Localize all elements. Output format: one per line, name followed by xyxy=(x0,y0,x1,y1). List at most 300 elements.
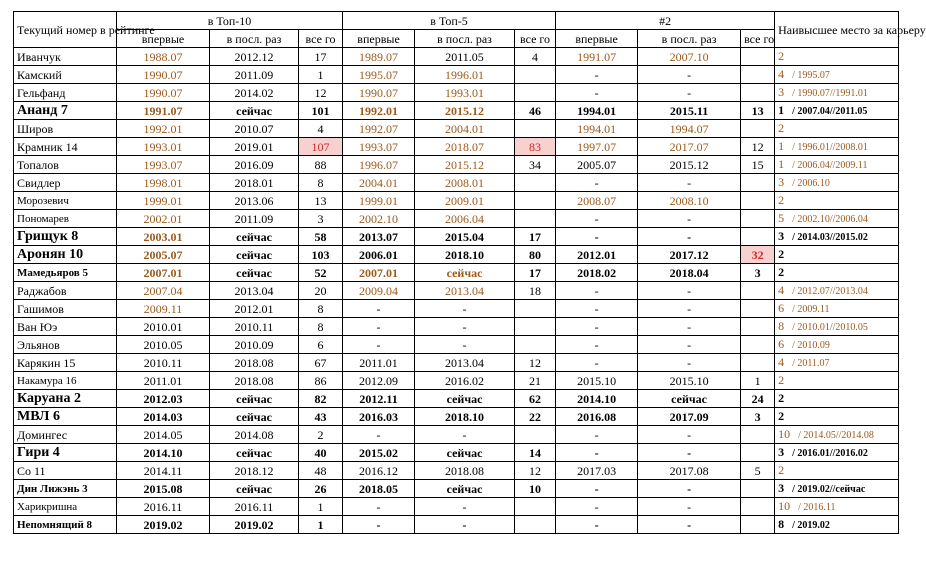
top10-last-cell: сейчас xyxy=(210,102,299,120)
player-name-cell: Дин Лижэнь 3 xyxy=(14,480,117,498)
number2-first-cell: - xyxy=(556,210,638,228)
top5-last-cell: 2015.12 xyxy=(415,102,515,120)
top10-total-cell: 12 xyxy=(299,84,343,102)
top10-last-cell: 2012.01 xyxy=(210,300,299,318)
best-place-period: / 2006.04//2009.11 xyxy=(792,159,868,171)
best-place-cell xyxy=(775,408,899,426)
number2-last-cell: - xyxy=(638,282,741,300)
player-name-cell: Широв xyxy=(14,120,117,138)
number2-last-cell: - xyxy=(638,210,741,228)
best-place-value: 3 xyxy=(778,84,785,99)
player-name-cell: Топалов xyxy=(14,156,117,174)
top10-first-cell: 1988.07 xyxy=(117,48,210,66)
top5-first-cell: 2011.01 xyxy=(343,354,415,372)
top10-first-cell: 2016.11 xyxy=(117,498,210,516)
top10-total-cell: 52 xyxy=(299,264,343,282)
table-row xyxy=(14,102,899,120)
number2-first-cell: - xyxy=(556,66,638,84)
number2-last-cell: 2017.07 xyxy=(638,138,741,156)
top5-first-cell: - xyxy=(343,300,415,318)
top10-first-cell: 2014.11 xyxy=(117,462,210,480)
number2-total-cell xyxy=(741,318,775,336)
top5-total-cell xyxy=(515,498,556,516)
number2-total-cell xyxy=(741,426,775,444)
best-place-value: 3 xyxy=(778,480,785,495)
top10-last-cell: сейчас xyxy=(210,246,299,264)
number2-first-cell: 2015.10 xyxy=(556,372,638,390)
top5-first-cell: 1995.07 xyxy=(343,66,415,84)
top10-total-cell: 58 xyxy=(299,228,343,246)
top5-total-cell: 34 xyxy=(515,156,556,174)
best-place-cell xyxy=(775,66,899,84)
top5-last-cell: сейчас xyxy=(415,444,515,462)
top5-last-cell: 1993.01 xyxy=(415,84,515,102)
top5-total-cell: 80 xyxy=(515,246,556,264)
best-place-period: / 2014.05//2014.08 xyxy=(798,429,874,441)
top5-total-cell xyxy=(515,84,556,102)
player-name-cell: Эльянов xyxy=(14,336,117,354)
player-name-cell: Грищук 8 xyxy=(14,228,117,246)
player-name-cell: Пономарев xyxy=(14,210,117,228)
best-place-cell xyxy=(775,102,899,120)
top5-total-cell xyxy=(515,66,556,84)
table-row xyxy=(14,444,899,462)
player-name-cell: Ван Юэ xyxy=(14,318,117,336)
top5-first-cell: - xyxy=(343,516,415,534)
table-row xyxy=(14,84,899,102)
top10-first-cell: 1998.01 xyxy=(117,174,210,192)
best-place-column-header: Наивысшее место за карьеру xyxy=(775,12,899,48)
top10-total-cell: 1 xyxy=(299,66,343,84)
top10-total-cell: 2 xyxy=(299,426,343,444)
top5-first-cell: 2002.10 xyxy=(343,210,415,228)
best-place-cell xyxy=(775,246,899,264)
top10-first-cell: 1991.07 xyxy=(117,102,210,120)
player-name-cell: Со 11 xyxy=(14,462,117,480)
number2-total-cell xyxy=(741,282,775,300)
top10-last-cell: 2012.12 xyxy=(210,48,299,66)
number2-first-cell: - xyxy=(556,480,638,498)
best-place-period: / 1995.07 xyxy=(792,69,830,81)
number2-first-cell: - xyxy=(556,282,638,300)
top5-total-cell xyxy=(515,516,556,534)
top5-last-cell: 2016.02 xyxy=(415,372,515,390)
number2-last-cell: 2017.09 xyxy=(638,408,741,426)
top5-first-cell: 1996.07 xyxy=(343,156,415,174)
number2-last-cell: 2018.04 xyxy=(638,264,741,282)
top10-first-cell: 2007.01 xyxy=(117,264,210,282)
top5-total-header: все го xyxy=(515,30,556,48)
number2-total-cell: 15 xyxy=(741,156,775,174)
top5-last-cell: 2015.04 xyxy=(415,228,515,246)
number2-first-cell: 2008.07 xyxy=(556,192,638,210)
table-row xyxy=(14,390,899,408)
top5-last-cell: 2013.04 xyxy=(415,354,515,372)
top10-group-header: в Топ-10 xyxy=(117,12,343,30)
player-name-cell: Морозевич xyxy=(14,192,117,210)
top5-first-cell: 2013.07 xyxy=(343,228,415,246)
best-place-cell xyxy=(775,282,899,300)
top10-first-cell: 2010.01 xyxy=(117,318,210,336)
top10-first-cell: 2009.11 xyxy=(117,300,210,318)
top5-first-cell: 2004.01 xyxy=(343,174,415,192)
top5-last-cell: сейчас xyxy=(415,480,515,498)
number2-first-cell: 1994.01 xyxy=(556,120,638,138)
number2-first-cell: - xyxy=(556,300,638,318)
best-place-value: 1 xyxy=(778,138,785,153)
number2-total-cell: 3 xyxy=(741,264,775,282)
table-row xyxy=(14,264,899,282)
best-place-period: / 2016.11 xyxy=(798,501,836,513)
top10-total-cell: 1 xyxy=(299,498,343,516)
best-place-cell xyxy=(775,228,899,246)
number2-first-cell: - xyxy=(556,84,638,102)
top10-last-cell: сейчас xyxy=(210,408,299,426)
top5-first-cell: 1992.07 xyxy=(343,120,415,138)
top10-total-cell: 1 xyxy=(299,516,343,534)
top10-last-cell: 2019.02 xyxy=(210,516,299,534)
number2-first-cell: - xyxy=(556,354,638,372)
number2-total-cell xyxy=(741,174,775,192)
top5-first-cell: - xyxy=(343,318,415,336)
top5-total-cell xyxy=(515,318,556,336)
number2-last-cell: 2007.10 xyxy=(638,48,741,66)
table-row xyxy=(14,156,899,174)
table-row xyxy=(14,408,899,426)
number2-total-cell xyxy=(741,336,775,354)
top5-first-cell: 2007.01 xyxy=(343,264,415,282)
table-row xyxy=(14,480,899,498)
top5-total-cell: 21 xyxy=(515,372,556,390)
player-rows xyxy=(14,48,899,534)
top10-last-cell: сейчас xyxy=(210,264,299,282)
table-row xyxy=(14,426,899,444)
top10-first-cell: 2005.07 xyxy=(117,246,210,264)
top5-total-cell xyxy=(515,174,556,192)
top10-first-header: впервые xyxy=(117,30,210,48)
top10-total-cell: 13 xyxy=(299,192,343,210)
best-place-cell xyxy=(775,498,899,516)
number2-last-cell: - xyxy=(638,300,741,318)
table-row xyxy=(14,462,899,480)
top5-total-cell xyxy=(515,300,556,318)
best-place-cell xyxy=(775,480,899,498)
number2-total-header: все го xyxy=(741,30,775,48)
best-place-value: 2 xyxy=(778,264,785,279)
top5-total-cell: 62 xyxy=(515,390,556,408)
table-row xyxy=(14,354,899,372)
number2-last-cell: сейчас xyxy=(638,390,741,408)
best-place-cell xyxy=(775,318,899,336)
best-place-period: / 2011.07 xyxy=(792,357,830,369)
top5-total-cell: 46 xyxy=(515,102,556,120)
top10-last-cell: 2018.08 xyxy=(210,354,299,372)
top10-total-header: все го xyxy=(299,30,343,48)
top5-last-cell: сейчас xyxy=(415,390,515,408)
number2-last-cell: - xyxy=(638,66,741,84)
best-place-period: / 2019.02 xyxy=(792,519,830,531)
player-name-cell: Гашимов xyxy=(14,300,117,318)
best-place-cell xyxy=(775,192,899,210)
player-name-cell: Накамура 16 xyxy=(14,372,117,390)
best-place-period: / 2009.11 xyxy=(792,303,830,315)
top10-total-cell: 67 xyxy=(299,354,343,372)
number2-first-cell: 2005.07 xyxy=(556,156,638,174)
player-name-cell: Раджабов xyxy=(14,282,117,300)
best-place-cell xyxy=(775,84,899,102)
number2-first-header: впервые xyxy=(556,30,638,48)
player-name-cell: Аронян 10 xyxy=(14,246,117,264)
best-place-cell xyxy=(775,390,899,408)
top5-total-cell: 22 xyxy=(515,408,556,426)
top10-first-cell: 2003.01 xyxy=(117,228,210,246)
top5-first-cell: - xyxy=(343,498,415,516)
top10-first-cell: 2011.01 xyxy=(117,372,210,390)
top5-first-cell: - xyxy=(343,336,415,354)
top10-first-cell: 1993.01 xyxy=(117,138,210,156)
best-place-value: 10 xyxy=(778,426,791,441)
top10-last-cell: 2010.07 xyxy=(210,120,299,138)
top5-last-cell: - xyxy=(415,498,515,516)
top5-first-cell: 1999.01 xyxy=(343,192,415,210)
top5-total-cell xyxy=(515,210,556,228)
top10-last-cell: 2014.08 xyxy=(210,426,299,444)
top5-first-cell: 1993.07 xyxy=(343,138,415,156)
top5-last-cell: 1996.01 xyxy=(415,66,515,84)
table-row xyxy=(14,300,899,318)
table-row xyxy=(14,318,899,336)
best-place-cell xyxy=(775,174,899,192)
table-row xyxy=(14,228,899,246)
number2-last-cell: - xyxy=(638,174,741,192)
number2-last-cell: - xyxy=(638,318,741,336)
top5-group-header: в Топ-5 xyxy=(343,12,556,30)
table-row xyxy=(14,138,899,156)
top5-total-cell xyxy=(515,192,556,210)
top5-last-cell: - xyxy=(415,426,515,444)
top5-last-cell: 2011.05 xyxy=(415,48,515,66)
number2-first-cell: 1991.07 xyxy=(556,48,638,66)
number2-last-cell: 2015.11 xyxy=(638,102,741,120)
top10-last-header: в посл. раз xyxy=(210,30,299,48)
number2-last-cell: - xyxy=(638,354,741,372)
number2-first-cell: 2014.10 xyxy=(556,390,638,408)
top5-first-cell: 2015.02 xyxy=(343,444,415,462)
top10-total-cell: 3 xyxy=(299,210,343,228)
top5-first-cell: - xyxy=(343,426,415,444)
number2-total-cell xyxy=(741,210,775,228)
best-place-value: 2 xyxy=(778,408,785,423)
top5-first-header: впервые xyxy=(343,30,415,48)
top5-total-cell xyxy=(515,120,556,138)
number2-total-cell xyxy=(741,48,775,66)
number2-total-cell xyxy=(741,444,775,462)
top10-last-cell: 2019.01 xyxy=(210,138,299,156)
number2-last-cell: - xyxy=(638,444,741,462)
top10-last-cell: 2011.09 xyxy=(210,66,299,84)
top10-last-cell: сейчас xyxy=(210,390,299,408)
top10-total-cell: 43 xyxy=(299,408,343,426)
table-row xyxy=(14,336,899,354)
top10-total-cell: 6 xyxy=(299,336,343,354)
number2-last-cell: 2017.08 xyxy=(638,462,741,480)
top5-total-cell: 83 xyxy=(515,138,556,156)
number2-last-cell: 2015.12 xyxy=(638,156,741,174)
player-name-cell: Камский xyxy=(14,66,117,84)
rank-column-header: Текущий номер в рейтинге xyxy=(14,12,117,48)
top10-first-cell: 2002.01 xyxy=(117,210,210,228)
best-place-value: 6 xyxy=(778,300,785,315)
number2-total-cell: 1 xyxy=(741,372,775,390)
best-place-value: 4 xyxy=(778,66,785,81)
number2-total-cell: 32 xyxy=(741,246,775,264)
player-name-cell: Непомнящий 8 xyxy=(14,516,117,534)
number2-first-cell: 2016.08 xyxy=(556,408,638,426)
top10-total-cell: 20 xyxy=(299,282,343,300)
number2-total-cell xyxy=(741,84,775,102)
top10-last-cell: 2010.09 xyxy=(210,336,299,354)
top10-last-cell: 2016.09 xyxy=(210,156,299,174)
top10-total-cell: 82 xyxy=(299,390,343,408)
top5-first-cell: 2012.11 xyxy=(343,390,415,408)
top10-total-cell: 4 xyxy=(299,120,343,138)
player-name-cell: МВЛ 6 xyxy=(14,408,117,426)
best-place-value: 3 xyxy=(778,228,785,243)
best-place-period: / 1996.01//2008.01 xyxy=(792,141,868,153)
top10-last-cell: 2011.09 xyxy=(210,210,299,228)
top10-last-cell: 2018.01 xyxy=(210,174,299,192)
top10-total-cell: 40 xyxy=(299,444,343,462)
top10-last-cell: 2010.11 xyxy=(210,318,299,336)
number2-total-cell xyxy=(741,192,775,210)
table-row xyxy=(14,246,899,264)
best-place-period: / 2007.04//2011.05 xyxy=(792,105,868,117)
number2-last-cell: - xyxy=(638,498,741,516)
number2-first-cell: 2018.02 xyxy=(556,264,638,282)
number2-last-cell: - xyxy=(638,336,741,354)
number2-first-cell: 1994.01 xyxy=(556,102,638,120)
number2-last-cell: 2008.10 xyxy=(638,192,741,210)
best-place-cell xyxy=(775,462,899,480)
number2-total-cell xyxy=(741,516,775,534)
number2-first-cell: - xyxy=(556,516,638,534)
top5-total-cell: 10 xyxy=(515,480,556,498)
number2-total-cell xyxy=(741,354,775,372)
number2-last-header: в посл. раз xyxy=(638,30,741,48)
top5-total-cell: 12 xyxy=(515,354,556,372)
top5-first-cell: 1990.07 xyxy=(343,84,415,102)
best-place-value: 2 xyxy=(778,246,785,261)
best-place-value: 2 xyxy=(778,120,785,135)
player-name-cell: Крамник 14 xyxy=(14,138,117,156)
top10-total-cell: 101 xyxy=(299,102,343,120)
best-place-value: 2 xyxy=(778,462,785,477)
number2-first-cell: - xyxy=(556,174,638,192)
best-place-value: 6 xyxy=(778,336,785,351)
player-name-cell: Ананд 7 xyxy=(14,102,117,120)
top5-total-cell xyxy=(515,426,556,444)
number2-total-cell: 12 xyxy=(741,138,775,156)
number2-last-cell: - xyxy=(638,228,741,246)
best-place-value: 3 xyxy=(778,444,785,459)
player-name-cell: Каруана 2 xyxy=(14,390,117,408)
top10-total-cell: 8 xyxy=(299,300,343,318)
number2-first-cell: - xyxy=(556,426,638,444)
top5-first-cell: 1992.01 xyxy=(343,102,415,120)
top5-first-cell: 2006.01 xyxy=(343,246,415,264)
best-place-value: 10 xyxy=(778,498,791,513)
number2-first-cell: - xyxy=(556,228,638,246)
top10-first-cell: 1990.07 xyxy=(117,66,210,84)
best-place-cell xyxy=(775,354,899,372)
table-row xyxy=(14,174,899,192)
best-place-period: / 2006.10 xyxy=(792,177,830,189)
best-place-period: / 2010.09 xyxy=(792,339,830,351)
number2-last-cell: 2015.10 xyxy=(638,372,741,390)
top10-total-cell: 86 xyxy=(299,372,343,390)
top10-first-cell: 2014.05 xyxy=(117,426,210,444)
top10-last-cell: 2014.02 xyxy=(210,84,299,102)
number2-last-cell: 1994.07 xyxy=(638,120,741,138)
top10-total-cell: 107 xyxy=(299,138,343,156)
best-place-value: 8 xyxy=(778,318,785,333)
best-place-value: 5 xyxy=(778,210,785,225)
top5-total-cell: 18 xyxy=(515,282,556,300)
top10-total-cell: 8 xyxy=(299,318,343,336)
top5-last-cell: 2009.01 xyxy=(415,192,515,210)
best-place-period: / 2002.10//2006.04 xyxy=(792,213,868,225)
top5-last-cell: - xyxy=(415,318,515,336)
number2-total-cell xyxy=(741,228,775,246)
best-place-value: 8 xyxy=(778,516,785,531)
player-name-cell: Гири 4 xyxy=(14,444,117,462)
top5-first-cell: 2016.03 xyxy=(343,408,415,426)
player-name-cell: Харикришна xyxy=(14,498,117,516)
top5-first-cell: 1989.07 xyxy=(343,48,415,66)
best-place-value: 3 xyxy=(778,174,785,189)
top10-last-cell: 2018.08 xyxy=(210,372,299,390)
top10-total-cell: 48 xyxy=(299,462,343,480)
top5-first-cell: 2009.04 xyxy=(343,282,415,300)
best-place-cell xyxy=(775,300,899,318)
player-name-cell: Свидлер xyxy=(14,174,117,192)
top10-first-cell: 2010.05 xyxy=(117,336,210,354)
top5-last-cell: 2015.12 xyxy=(415,156,515,174)
top10-total-cell: 26 xyxy=(299,480,343,498)
top10-first-cell: 1999.01 xyxy=(117,192,210,210)
top10-total-cell: 8 xyxy=(299,174,343,192)
top5-total-cell xyxy=(515,336,556,354)
number2-total-cell xyxy=(741,480,775,498)
number2-first-cell: 1997.07 xyxy=(556,138,638,156)
top10-last-cell: сейчас xyxy=(210,228,299,246)
top10-last-cell: сейчас xyxy=(210,444,299,462)
top10-last-cell: сейчас xyxy=(210,480,299,498)
table-row xyxy=(14,192,899,210)
top10-first-cell: 2007.04 xyxy=(117,282,210,300)
top5-last-cell: 2008.01 xyxy=(415,174,515,192)
top10-first-cell: 2015.08 xyxy=(117,480,210,498)
top10-first-cell: 1992.01 xyxy=(117,120,210,138)
top10-first-cell: 1993.07 xyxy=(117,156,210,174)
top10-first-cell: 2014.03 xyxy=(117,408,210,426)
top10-first-cell: 2014.10 xyxy=(117,444,210,462)
top5-first-cell: 2016.12 xyxy=(343,462,415,480)
top10-last-cell: 2013.06 xyxy=(210,192,299,210)
top5-last-cell: - xyxy=(415,300,515,318)
table-row xyxy=(14,48,899,66)
best-place-cell xyxy=(775,444,899,462)
